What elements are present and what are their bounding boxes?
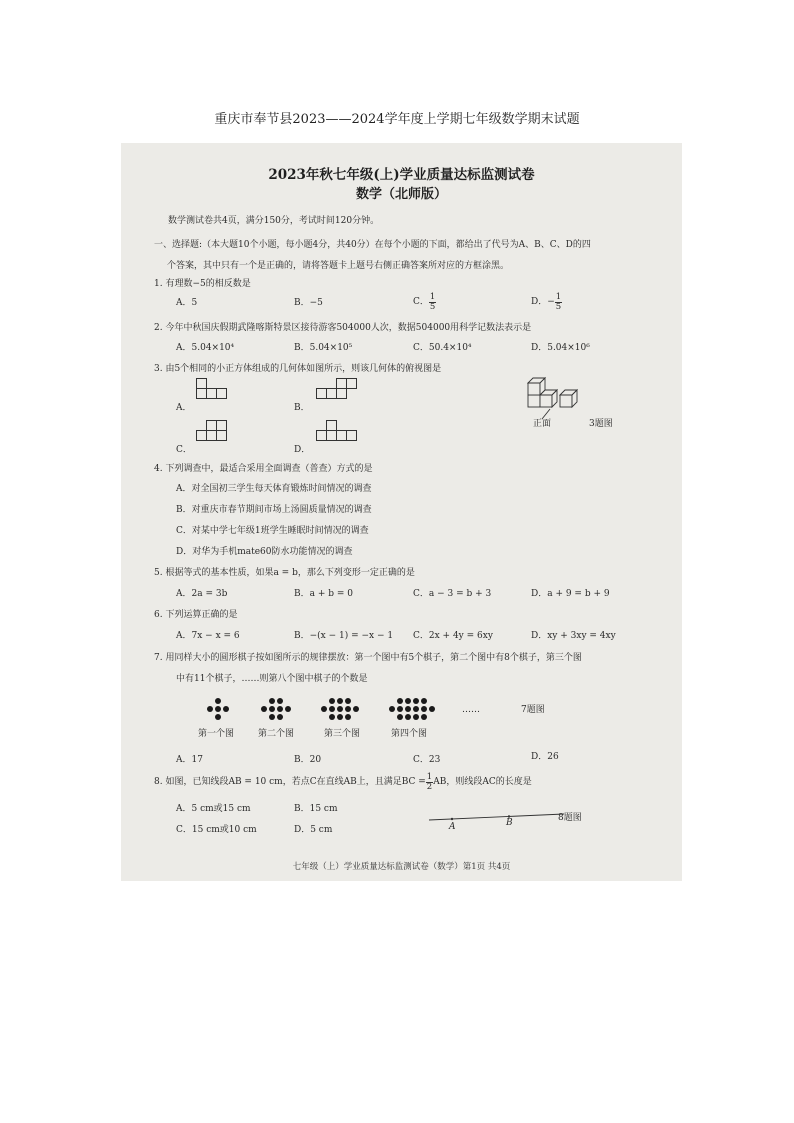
q3-option-a: A． xyxy=(176,403,192,413)
q8-point-a-label: A xyxy=(449,822,456,832)
q5-option-a: A．2a = 3b xyxy=(176,589,228,599)
stone xyxy=(215,706,221,712)
q7-figure-4-label: 第四个图 xyxy=(391,729,428,739)
q7-pattern-2 xyxy=(261,698,293,720)
q2-option-b: B．5.04×10⁵ xyxy=(294,343,353,353)
stone xyxy=(413,698,419,704)
stone xyxy=(397,714,403,720)
q6-option-a: A．7x − x = 6 xyxy=(176,631,240,641)
q7-figure-2-label: 第二个图 xyxy=(258,729,295,739)
q2-stem: 2. 今年中秋国庆假期武隆喀斯特景区接待游客504000人次，数据504000用科学记数法表示是 xyxy=(154,323,532,333)
stone xyxy=(421,714,427,720)
exam-intro: 数学测试卷共4页，满分150分，考试时间120分钟。 xyxy=(168,216,380,226)
stone xyxy=(405,714,411,720)
stone xyxy=(337,714,343,720)
q8-option-d: D．5 cm xyxy=(294,825,333,835)
stone xyxy=(215,714,221,720)
q5-option-d: D．a + 9 = b + 9 xyxy=(531,589,610,599)
q7-figure-3-label: 第三个图 xyxy=(324,729,361,739)
stone xyxy=(277,714,283,720)
q7-pattern-1 xyxy=(207,698,231,720)
stone xyxy=(261,706,267,712)
q7-option-d: D．26 xyxy=(531,752,559,762)
q7-figure-label: 7题图 xyxy=(521,705,545,715)
stone xyxy=(413,706,419,712)
page-footer: 七年级（上）学业质量达标监测试卷（数学）第1页 共4页 xyxy=(292,862,511,872)
stone xyxy=(345,706,351,712)
stone xyxy=(269,698,275,704)
q7-option-c: C．23 xyxy=(413,755,441,765)
section1-instructions-2: 个答案，其中只有一个是正确的，请将答题卡上题号右侧正确答案所对应的方框涂黑。 xyxy=(167,261,510,271)
q1-stem: 1. 有理数−5的相反数是 xyxy=(154,279,251,289)
q4-option-b: B．对重庆市春节期间市场上汤圆质量情况的调查 xyxy=(176,505,372,515)
q8-figure-label: 8题图 xyxy=(558,813,582,823)
stone xyxy=(389,706,395,712)
q1-option-a: A．5 xyxy=(176,298,198,308)
q5-option-c: C．a − 3 = b + 3 xyxy=(413,589,492,599)
stone xyxy=(329,698,335,704)
q7-option-b: B．20 xyxy=(294,755,322,765)
stone xyxy=(269,714,275,720)
q8-point-b-label: B xyxy=(506,818,513,828)
q7-option-a: A．17 xyxy=(176,755,203,765)
q8-stem: 8. 如图，已知线段AB = 10 cm，若点C在直线AB上，且满足BC = $\frac{1}{2}$ AB，则线段AC的长度是 xyxy=(154,772,532,792)
stone xyxy=(345,698,351,704)
q5-option-b: B．a + b = 0 xyxy=(294,589,353,599)
q7-ellipsis: …… xyxy=(462,705,480,715)
stone xyxy=(207,706,213,712)
stone xyxy=(321,706,327,712)
q3-front-label: 正面 xyxy=(533,419,552,429)
stone xyxy=(329,714,335,720)
stone xyxy=(277,698,283,704)
q1-option-b: B．−5 xyxy=(294,298,323,308)
q2-option-a: A．5.04×10⁴ xyxy=(176,343,235,353)
q7-pattern-3 xyxy=(321,698,361,720)
q5-stem: 5. 根据等式的基本性质，如果a = b，那么下列变形一定正确的是 xyxy=(154,568,415,578)
stone xyxy=(223,706,229,712)
stone xyxy=(329,706,335,712)
stone xyxy=(215,698,221,704)
exam-subtitle: 数学（北师版） xyxy=(355,187,447,202)
q7-stem-line2: 中有11个棋子，……则第八个图中棋子的个数是 xyxy=(176,674,368,684)
q4-stem: 4. 下列调查中，最适合采用全面调查（普查）方式的是 xyxy=(154,464,373,474)
q4-option-d: D．对华为手机mate60防水功能情况的调查 xyxy=(176,547,353,557)
q7-figure-1-label: 第一个图 xyxy=(198,729,235,739)
section1-instructions-1: 一、选择题:（本大题10个小题，每小题4分，共40分）在每个小题的下面，都给出了代号为A、B、C、D的四 xyxy=(154,240,591,250)
q3-option-b: B． xyxy=(294,403,310,413)
stone xyxy=(429,706,435,712)
q3-option-d: D． xyxy=(294,445,311,455)
q6-option-d: D．xy + 3xy = 4xy xyxy=(531,631,616,641)
stone xyxy=(285,706,291,712)
exam-title: 2023年秋七年级(上)学业质量达标监测试卷 xyxy=(268,167,535,183)
q4-option-a: A．对全国初三学生每天体育锻炼时间情况的调查 xyxy=(176,484,372,494)
stone xyxy=(397,706,403,712)
q8-option-b: B．15 cm xyxy=(294,804,338,814)
q4-option-c: C．对某中学七年级1班学生睡眠时间情况的调查 xyxy=(176,526,369,536)
q3-stem: 3. 由5个相同的小正方体组成的几何体如图所示，则该几何体的俯视图是 xyxy=(154,364,442,374)
q3-cube-figure xyxy=(526,371,606,421)
q2-option-c: C．50.4×10⁴ xyxy=(413,343,472,353)
stone xyxy=(421,698,427,704)
q7-pattern-4 xyxy=(389,698,437,720)
stone xyxy=(269,706,275,712)
stone xyxy=(345,714,351,720)
q6-option-c: C．2x + 4y = 6xy xyxy=(413,631,493,641)
q8-option-a: A．5 cm或15 cm xyxy=(176,804,251,814)
page-header: 重庆市奉节县2023——2024学年度上学期七年级数学期末试题 xyxy=(214,112,580,127)
q8-option-c: C．15 cm或10 cm xyxy=(176,825,257,835)
q3-figure-label: 3题图 xyxy=(589,419,613,429)
stone xyxy=(413,714,419,720)
stone xyxy=(405,698,411,704)
stone xyxy=(397,698,403,704)
stone xyxy=(277,706,283,712)
stone xyxy=(337,706,343,712)
stone xyxy=(337,698,343,704)
stone xyxy=(353,706,359,712)
q3-option-c: C． xyxy=(176,445,192,455)
q6-option-b: B．−(x − 1) = −x − 1 xyxy=(294,631,394,641)
scanned-exam-sheet xyxy=(121,143,682,881)
stone xyxy=(421,706,427,712)
q2-option-d: D．5.04×10⁶ xyxy=(531,343,590,353)
q7-stem-line1: 7. 用同样大小的圆形棋子按如图所示的规律摆放：第一个图中有5个棋子，第二个图中有8个棋子，第三个图 xyxy=(154,653,582,663)
q1-option-d: D．− $\frac{1}{5}$ xyxy=(531,292,562,312)
stone xyxy=(405,706,411,712)
q1-option-c: C． $\frac{1}{5}$ xyxy=(413,292,436,312)
q6-stem: 6. 下列运算正确的是 xyxy=(154,610,238,620)
